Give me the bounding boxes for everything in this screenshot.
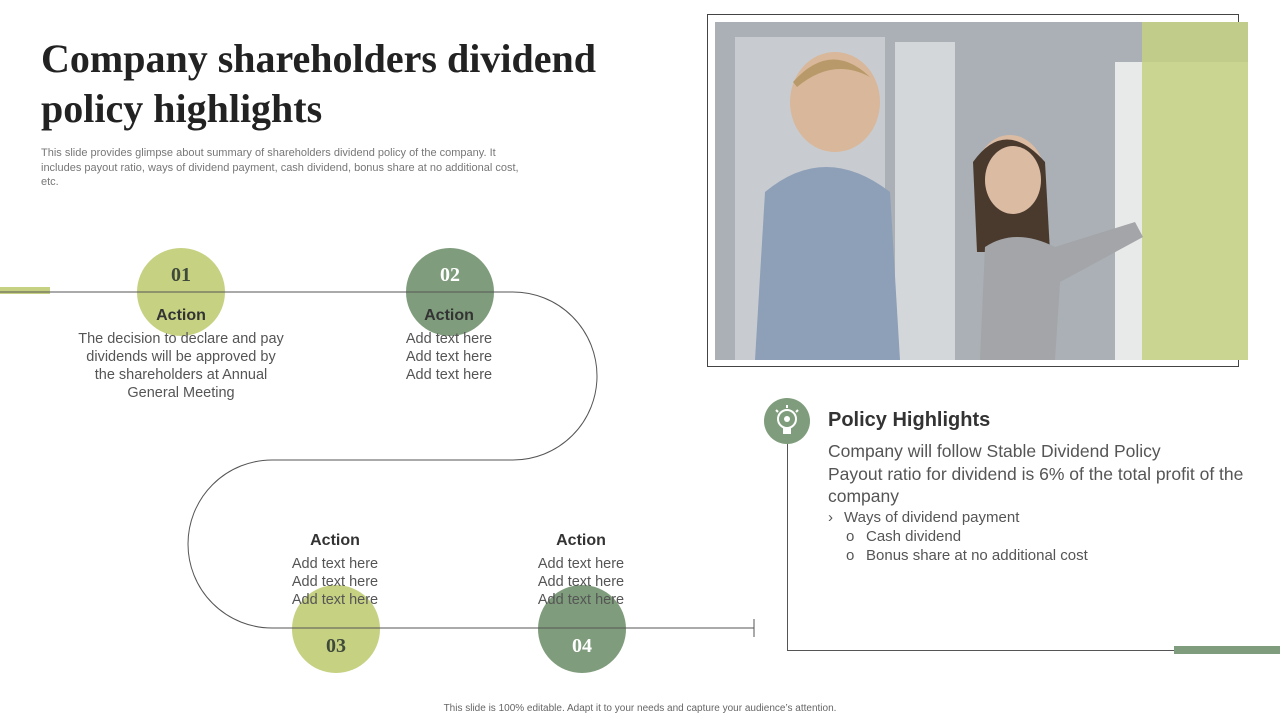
- policy-highlights: [828, 409, 1248, 565]
- photo-illustration: [715, 22, 1248, 360]
- step-number-02: 02: [406, 248, 494, 336]
- policy-line-1: Company will follow Stable Dividend Policy: [828, 441, 1161, 461]
- step-number-01: 01: [137, 248, 225, 336]
- policy-line-2: Payout ratio for dividend is 6% of the total profit of the company: [828, 463, 1244, 506]
- lightbulb-gear-icon: [764, 398, 810, 444]
- policy-bullet: [828, 508, 1248, 527]
- policy-sub-bullet-2: [828, 546, 1248, 565]
- policy-sub-bullet-1-text: Cash dividend: [866, 527, 962, 545]
- policy-bullet-text: Ways of dividend payment: [844, 508, 1020, 526]
- policy-sub-bullet-2-text: Bonus share at no additional cost: [866, 546, 1088, 564]
- policy-highlights-title: Policy Highlights: [828, 409, 991, 431]
- step-3-heading: Action: [310, 532, 360, 549]
- highlight-line-horizontal: [787, 650, 1177, 651]
- step-number-03: 03: [292, 585, 380, 673]
- step-1: [66, 307, 296, 402]
- lightbulb-glyph: [764, 398, 810, 444]
- step-2-heading: Action: [424, 307, 474, 324]
- highlight-line-vertical: [787, 440, 788, 651]
- step-2-body: Add text here Add text here Add text here: [405, 331, 493, 383]
- chevron-right-icon: ›: [828, 508, 833, 526]
- slide-title: Company shareholders dividend policy highlights: [41, 36, 596, 131]
- accent-bar-right: [1174, 646, 1280, 654]
- step-3: [220, 532, 450, 609]
- slide-footer: This slide is 100% editable. Adapt it to your needs and capture your audience’s attention.: [443, 703, 837, 714]
- step-4-heading: Action: [556, 532, 606, 549]
- step-3-body: Add text here Add text here Add text here: [291, 556, 379, 608]
- team-whiteboard-photo: [715, 22, 1248, 360]
- step-4: [466, 532, 696, 609]
- slide-subtitle: This slide provides glimpse about summary of shareholders dividend policy of the company. It includes payout ratio, ways of dividend payment, cash dividend, bonus share at no additional cost, etc.: [41, 147, 519, 188]
- step-4-body: Add text here Add text here Add text here: [537, 556, 625, 608]
- step-2: [334, 307, 564, 384]
- step-1-body: The decision to declare and pay dividends will be approved by the shareholders at Annual General Meeting: [78, 331, 284, 401]
- step-1-heading: Action: [156, 307, 206, 324]
- circle-bullet-icon: o: [846, 546, 855, 564]
- circle-bullet-icon: o: [846, 527, 855, 545]
- policy-sub-bullet-1: [828, 527, 1248, 546]
- step-number-04: 04: [538, 585, 626, 673]
